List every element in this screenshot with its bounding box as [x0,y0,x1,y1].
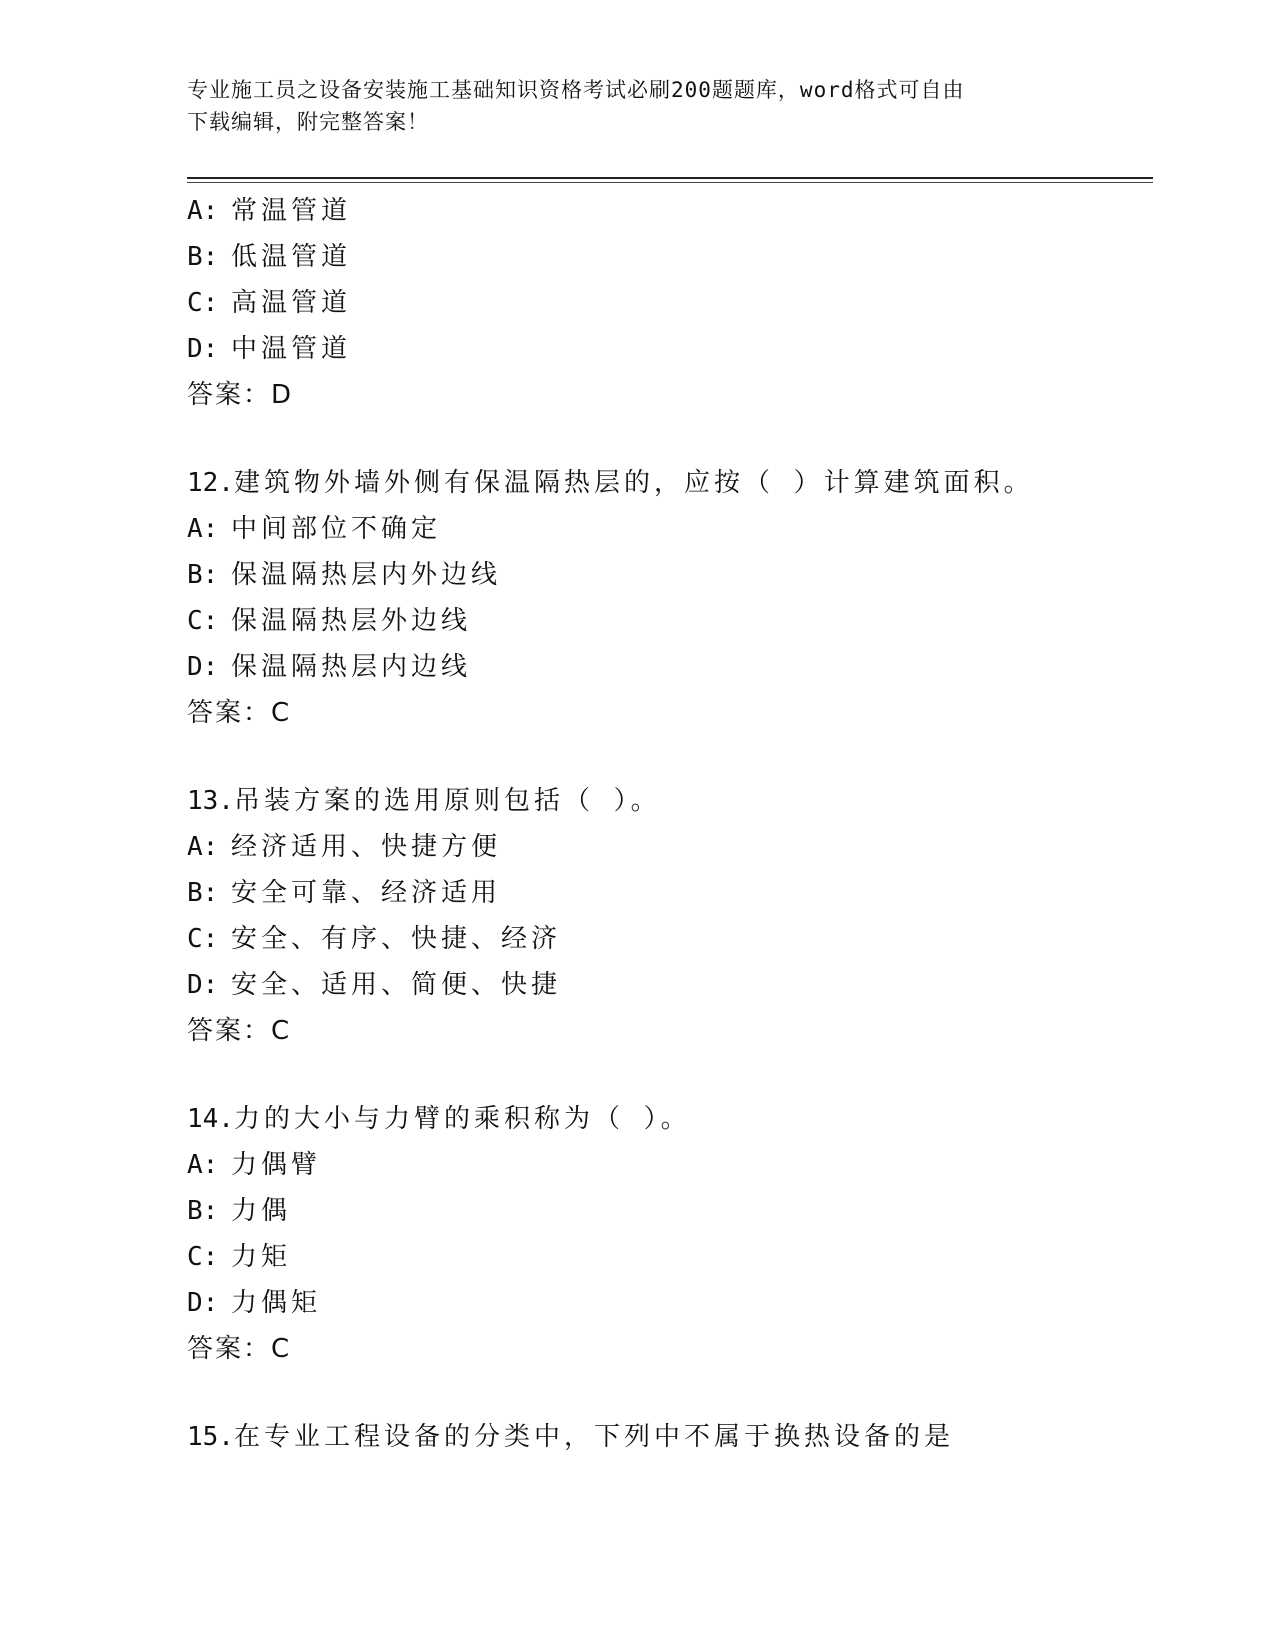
option-text: 力偶臂 [231,1150,322,1180]
option-label: B: [187,1196,219,1226]
option-text: 保温隔热层内外边线 [231,560,502,590]
option-a [187,824,1153,870]
header-divider-thick [187,177,1153,179]
answer-line: 答案：C [187,1334,292,1364]
option-text: 保温隔热层内边线 [231,652,472,682]
option-c [187,280,1153,326]
option-label: C: [187,606,219,636]
option-label: C: [187,288,219,318]
option-text: 中间部位不确定 [231,514,442,544]
option-d [187,644,1153,690]
option-text: 常温管道 [231,196,352,226]
question-number: 13. [187,786,234,816]
option-c [187,916,1153,962]
option-text: 保温隔热层外边线 [231,606,472,636]
option-d [187,962,1153,1008]
option-c [187,1234,1153,1280]
option-b [187,552,1153,598]
question-14 [187,1096,1153,1372]
option-text: 低温管道 [231,242,352,272]
option-c [187,598,1153,644]
question-text: 在专业工程设备的分类中，下列中不属于换热设备的是 [233,1422,954,1452]
option-label: D: [187,1288,219,1318]
option-d [187,326,1153,372]
option-text: 安全、有序、快捷、经济 [231,924,562,954]
option-text: 安全、适用、简便、快捷 [231,970,562,1000]
option-b [187,234,1153,280]
question-11-continued [187,188,1153,418]
header-line-1: 专业施工员之设备安装施工基础知识资格考试必刷200题题库，word格式可自由 [187,78,965,102]
option-text: 力偶矩 [231,1288,322,1318]
option-d [187,1280,1153,1326]
option-label: D: [187,970,219,1000]
question-12 [187,460,1153,736]
option-label: A: [187,1150,219,1180]
answer-line: 答案：C [187,698,292,728]
option-text: 高温管道 [231,288,352,318]
question-number: 14. [187,1104,234,1134]
option-label: A: [187,514,219,544]
option-label: B: [187,878,219,908]
option-a [187,188,1153,234]
question-stem [187,1096,1153,1142]
question-stem [187,1414,1153,1460]
question-number: 15. [187,1422,234,1452]
option-label: B: [187,560,219,590]
question-stem [187,778,1153,824]
option-label: C: [187,924,219,954]
header-line-2: 下载编辑，附完整答案！ [187,110,429,134]
option-label: B: [187,242,219,272]
question-list [187,188,1153,1460]
option-text: 经济适用、快捷方便 [231,832,502,862]
header-divider-thin [187,182,1153,183]
question-number: 12. [187,468,234,498]
option-text: 力偶 [231,1196,292,1226]
option-text: 安全可靠、经济适用 [231,878,502,908]
answer-line: 答案：C [187,1016,292,1046]
option-b [187,1188,1153,1234]
document-header [187,74,1067,138]
question-text: 力的大小与力臂的乘积称为（ ）。 [233,1104,691,1134]
option-label: D: [187,334,219,364]
option-a [187,1142,1153,1188]
option-b [187,870,1153,916]
option-label: D: [187,652,219,682]
question-text: 建筑物外墙外侧有保温隔热层的，应按（ ）计算建筑面积。 [233,468,1034,498]
option-label: C: [187,1242,219,1272]
question-stem [187,460,1153,506]
option-text: 中温管道 [231,334,352,364]
option-label: A: [187,196,219,226]
option-label: A: [187,832,219,862]
question-text: 吊装方案的选用原则包括（ ）。 [233,786,661,816]
question-15 [187,1414,1153,1460]
answer-line: 答案：D [187,380,294,410]
option-a [187,506,1153,552]
question-13 [187,778,1153,1054]
option-text: 力矩 [231,1242,292,1272]
